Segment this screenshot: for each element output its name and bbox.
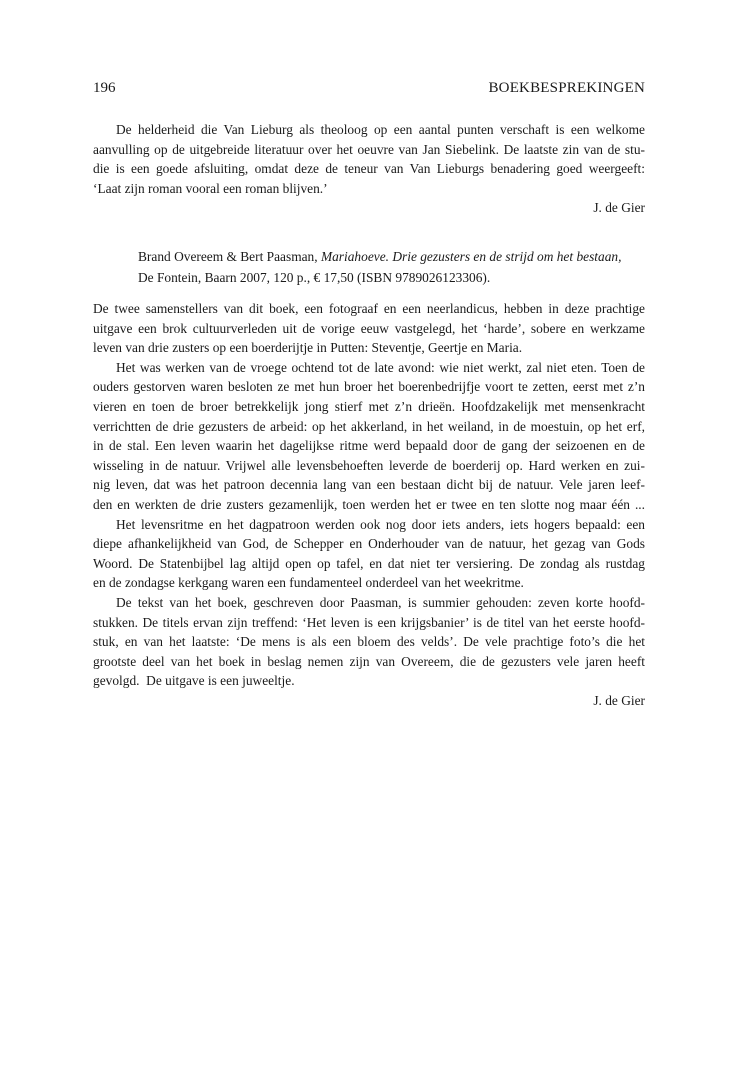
citation-authors: Brand Overeem & Bert Paasman, (138, 249, 321, 264)
paragraph-line: ouders gestorven waren besloten ze met hun broer het boerenbedrijfje voort te zetten, eerst met z’n (93, 379, 645, 395)
paragraph-line: stukken. De titels ervan zijn treffend: ‘Het leven is een krijgsbanier’ is de titel van het eerste hoofd- (93, 614, 645, 630)
paragraph-line: in de stal. Een leven waarin het dagelijkse ritme werd bepaald door de gang der seizoenen en de (93, 438, 645, 454)
paragraph-line: stuk, en van het laatste: ‘De mens is als een bloem des velds’. De vele prachtige foto’s die het (93, 634, 645, 650)
page-number: 196 (93, 80, 116, 96)
citation-publisher-line: De Fontein, Baarn 2007, 120 p., € 17,50 (ISBN 9789026123306). (138, 269, 491, 285)
paragraph-line: wisseling in de natuur. Vrijwel alle levensbehoeften leverde de boerderij op. Hard werken en zui- (93, 457, 645, 473)
paragraph-line: aanvulling op de uitgebreide literatuur over het oeuvre van Jan Siebelink. De laatste zin van de stu- (93, 141, 645, 157)
paragraph-line: grootste deel van het boek in beslag nemen zijn van Overeem, die de gezusters vele jaren heeft (93, 653, 645, 669)
paragraph-line: uitgave een brok cultuurverleden uit de vorige eeuw vastgelegd, het ‘harde’, sobere en werkzame (93, 320, 645, 336)
paragraph-line: De tekst van het boek, geschreven door Paasman, is summier gehouden: zeven korte hoofd- (116, 594, 645, 610)
page-header (93, 78, 645, 98)
reviewer-signature: J. de Gier (593, 200, 645, 216)
reviewer-signature: J. de Gier (593, 692, 645, 708)
citation-title: Mariahoeve. Drie gezusters en de strijd om het bestaan, (320, 249, 622, 264)
review-mariahoeve (93, 299, 645, 710)
paragraph-line: Het was werken van de vroege ochtend tot de late avond: wie niet werkt, zal niet eten. Toen de (116, 359, 645, 375)
paragraph-line: die is een goede afsluiting, omdat deze de teneur van Van Lieburgs benadering goed weergeeft: (93, 161, 645, 177)
paragraph-line: ‘Laat zijn roman vooral een roman blijven.’ (93, 180, 328, 196)
review-jan-siebelink-conclusion (93, 120, 645, 218)
paragraph-line: nig leven, dat was het patroon decennia lang van een bestaan dicht bij de natuur. Vele jaren leef- (93, 477, 645, 493)
book-citation (138, 247, 648, 288)
paragraph-line: De helderheid die Van Lieburg als theoloog op een aantal punten verschaft is een welkome (116, 122, 645, 137)
paragraph-line: leven van drie zusters op een boerderijtje in Putten: Steventje, Geertje en Maria. (93, 340, 523, 356)
paragraph-line: diepe afhankelijkheid van God, de Schepper en Onderhouder van de natuur, het gezag van Gods (93, 536, 645, 552)
paragraph-line: De twee samenstellers van dit boek, een fotograaf en een neerlandicus, hebben in deze prachtige (93, 301, 645, 316)
paragraph-line: verrichtten de drie gezusters de arbeid: op het akkerland, in het weiland, in de moestuin, op het erf, (93, 418, 645, 434)
paragraph-line: en de zondagse kerkgang waren een fundamenteel onderdeel van het weekritme. (93, 575, 524, 591)
paragraph-line: Het levensritme en het dagpatroon werden ook nog door iets anders, iets hogers bepaald: een (116, 516, 645, 532)
paragraph-line: Woord. De Statenbijbel lag altijd open op tafel, en dat niet ter versiering. De zondag als rustdag (93, 555, 645, 571)
paragraph-line: gevolgd. De uitgave is een juweeltje. (93, 673, 295, 689)
running-head: BOEKBESPREKINGEN (488, 80, 645, 96)
paragraph-line: den en werkten de drie zusters gezamenlijk, toen werden het er twee en ten slotte nog maar één ... (93, 496, 645, 512)
citation-title-line (138, 247, 648, 268)
paragraph-line: vieren en toen de broer betrekkelijk jong stierf met z’n drieën. Hoofdzakelijk met mensenkracht (93, 398, 645, 414)
